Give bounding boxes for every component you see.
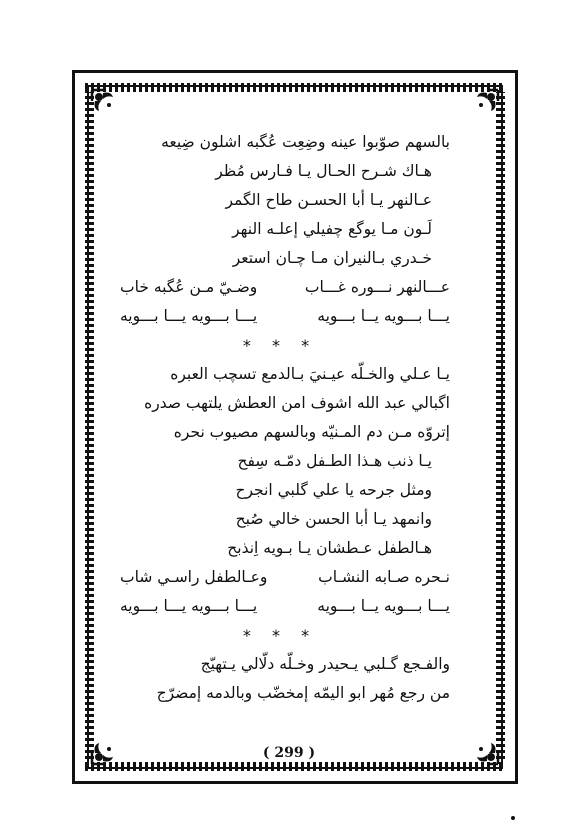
poem-line: اگبالي عبد الله اشوف امن العطش يلتهب صدره [144, 394, 450, 412]
scan-dot [511, 816, 515, 820]
refrain-half-right: يـــا بـــويه يــا بـــويه [317, 307, 450, 325]
refrain-half-left: يـــا بـــويه يـــا بـــويه [120, 597, 258, 615]
poem-line: ومثل جرحه يا علي گلبي انجرح [235, 481, 432, 499]
refrain-half-left: وضـيّ مـن عُگبه خاب [120, 278, 258, 296]
poem-line: هـالطفل عـطشان يـا بـويه اِنذبح [227, 539, 432, 557]
poem-line: خـدري بـالنيران مـا چـان استعر [232, 249, 432, 267]
poem-body [120, 128, 450, 708]
poem-line: يـا عـلي والخـلّه عيـنيَ بـالدمع تسچب العبره [170, 365, 450, 383]
refrain-line [120, 563, 450, 592]
refrain-half-left: يـــا بـــويه يـــا بـــويه [120, 307, 258, 325]
poem-line: لَـون مـا يوگع چفيلي إعلـه النهر [232, 220, 432, 238]
corner-ornament-icon [89, 87, 119, 117]
poem-line: إتروّه مـن دم المـنيّه وبالسهم مصيوب نحره [173, 423, 450, 441]
poem-line: هـاك شـرح الحـال يـا فـارس مُظر [215, 162, 432, 180]
poem-line: بالسهم صوّبوا عينه وضِعِت عُگبه اشلون ضِيعه [161, 133, 450, 151]
refrain-line [120, 592, 450, 621]
poem-line: يـا ذنب هـذا الطـفل دمّـه سِفح [237, 452, 432, 470]
poem-line: من رجع مُهر ابو اليمّه إمخضّب وبالدمه إمضرّج [156, 684, 450, 702]
corner-ornament-icon [471, 87, 501, 117]
refrain-half-right: عـــالنهر نـــوره غـــاب [304, 278, 450, 296]
section-divider-stars: * * * [242, 336, 318, 355]
refrain-line [120, 302, 450, 331]
refrain-half-right: نـحره صـابه النشـاب [318, 568, 450, 586]
poem-line: والفـجع گـلبي يـحيدر وخـلّه دلّالي يـتهيّج [200, 655, 450, 673]
refrain-half-left: وعـالطفل راسـي شاب [120, 568, 268, 586]
refrain-line [120, 273, 450, 302]
poem-line: عـالنهر يـا أبا الحسـن طاح الگمر [225, 191, 432, 209]
section-divider-stars: * * * [242, 626, 318, 645]
page-number: ( 299 ) [262, 745, 316, 761]
poem-line: وانمهد يـا أبا الحسن خالي صُبح [235, 510, 432, 528]
refrain-half-right: يـــا بـــويه يــا بـــويه [317, 597, 450, 615]
